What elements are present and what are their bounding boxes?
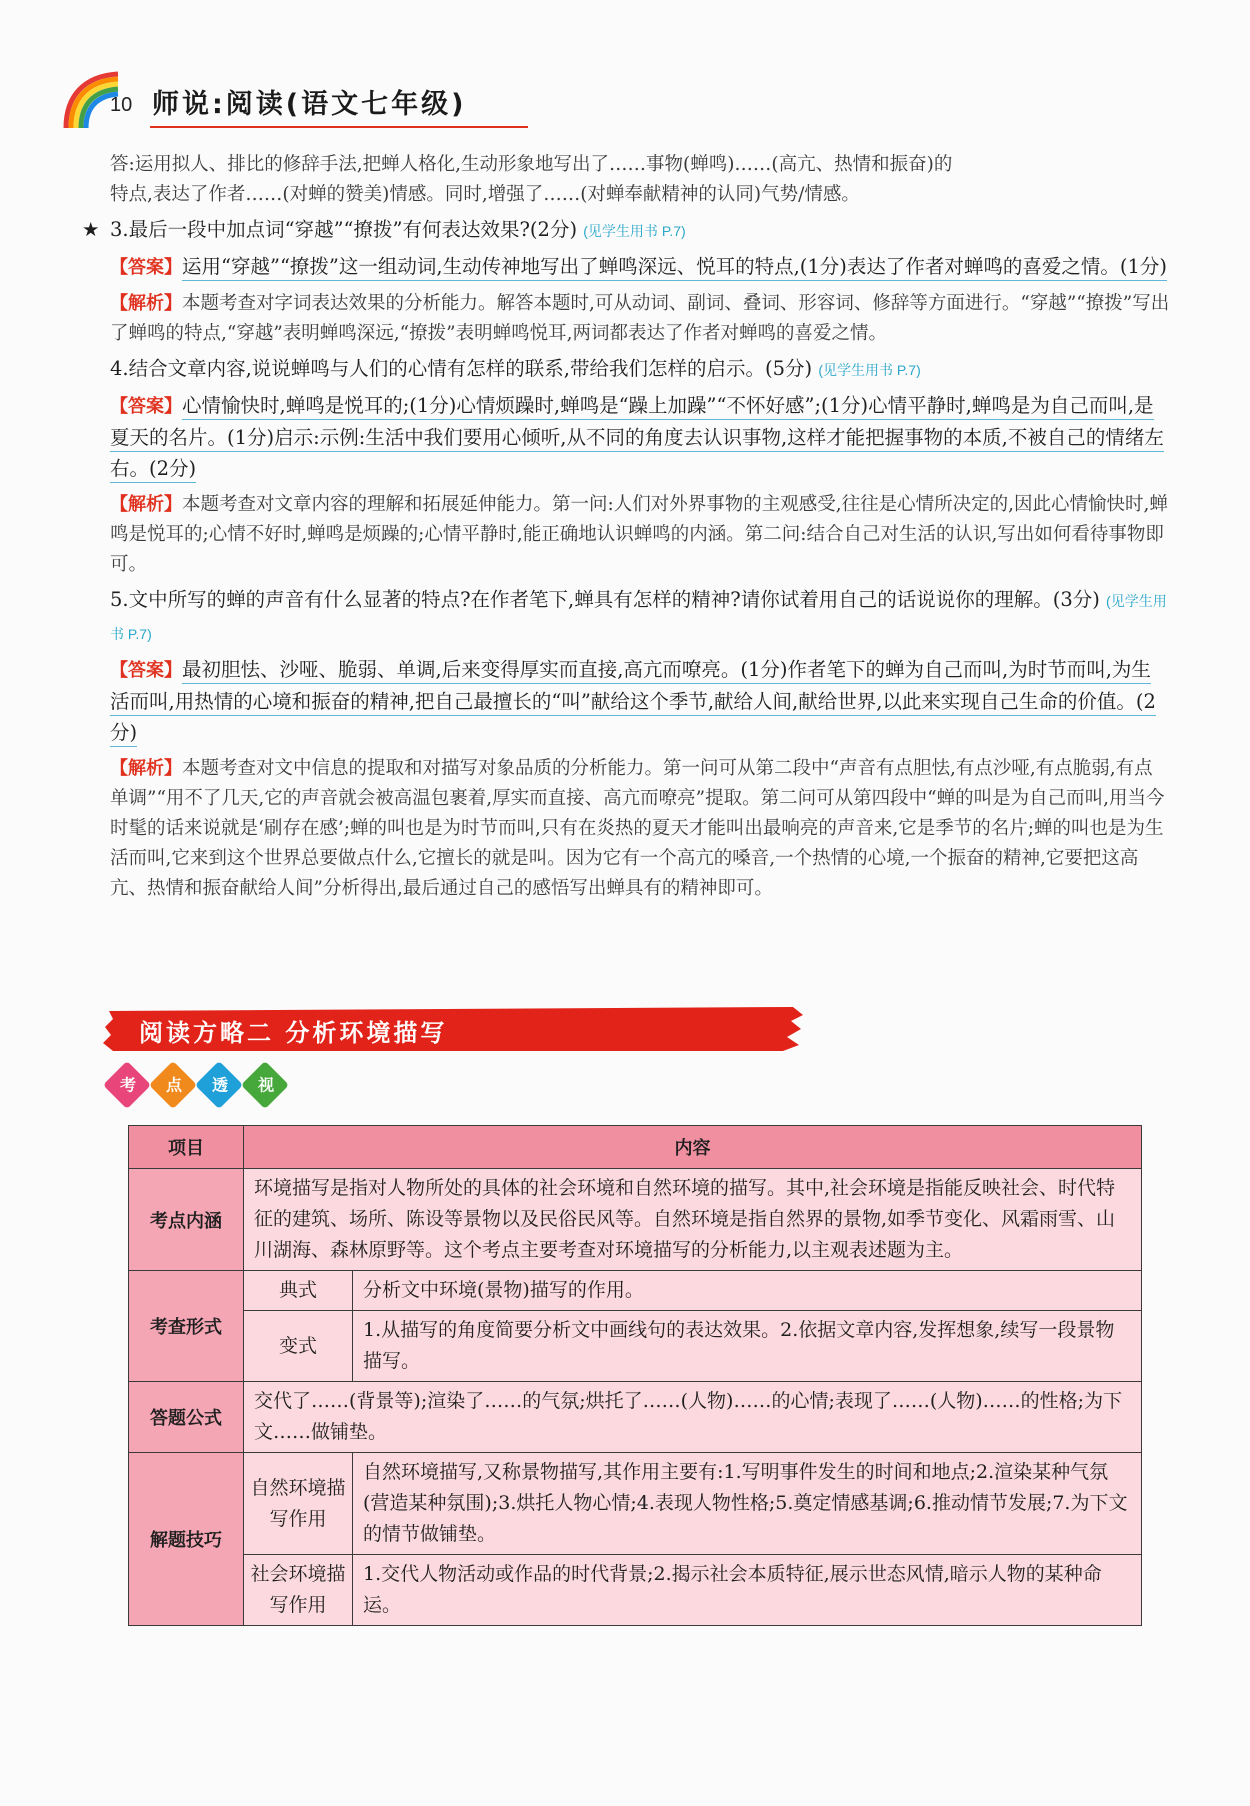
table-header-item: 项目 (129, 1126, 244, 1169)
badge-tou: 透 (195, 1061, 243, 1109)
table-header-row (129, 1126, 1142, 1169)
row-label: 考点内涵 (129, 1169, 244, 1271)
badge-kao: 考 (103, 1061, 151, 1109)
question-5-ref: (见学生用书 P.7) (110, 593, 1167, 642)
exam-point-table (128, 1125, 1142, 1626)
badge-shi: 视 (241, 1061, 289, 1109)
analysis-tag: 【解析】 (110, 758, 182, 779)
main-content (82, 150, 1170, 904)
page-number: 10 (110, 94, 133, 116)
row-label: 解题技巧 (129, 1453, 244, 1626)
table-row (129, 1453, 1142, 1555)
question-3 (82, 214, 1170, 247)
row-label: 答题公式 (129, 1382, 244, 1453)
sub-label: 社会环境描写作用 (244, 1555, 353, 1626)
question-5-answer (110, 654, 1170, 748)
question-5-text: 5.文中所写的蝉的声音有什么显著的特点?在作者笔下,蝉具有怎样的精神?请你试着用自己的话说说你的理解。(3分) (110, 588, 1100, 611)
question-5-answer-text: 最初胆怯、沙哑、脆弱、单调,后来变得厚实而直接,高亢而嘹亮。(1分)作者笔下的蝉为自己而叫,为时节而叫,为生活而叫,用热情的心境和振奋的精神,把自己最擅长的“叫”献给这个季节,献给人间,献给世界,以此来实现自己生命的价值。(2分) (110, 658, 1156, 747)
q2-answer-line-1: 答:运用拟人、排比的修辞手法,把蝉人格化,生动形象地写出了……事物(蝉鸣)……(高亢、热情和振奋)的 (110, 154, 953, 175)
analysis-tag: 【解析】 (110, 293, 182, 314)
table-row (129, 1382, 1142, 1453)
badge-dian: 点 (149, 1061, 197, 1109)
question-5-analysis (110, 754, 1170, 904)
table-row (129, 1169, 1142, 1271)
question-4-text: 4.结合文章内容,说说蝉鸣与人们的心情有怎样的联系,带给我们怎样的启示。(5分) (110, 357, 813, 380)
q2-answer-line-2: 特点,表达了作者……(对蝉的赞美)情感。同时,增强了……(对蝉奉献精神的认同)气势/情感。 (110, 184, 860, 205)
answer-tag: 【答案】 (110, 396, 182, 417)
row-label: 考查形式 (129, 1271, 244, 1382)
table-row (129, 1271, 1142, 1311)
sub-label: 自然环境描写作用 (244, 1453, 353, 1555)
question-5 (110, 584, 1170, 650)
question-3-answer (110, 251, 1170, 283)
sub-label: 典式 (244, 1271, 353, 1311)
table-row (129, 1555, 1142, 1626)
sub-label: 变式 (244, 1311, 353, 1382)
page-header (62, 68, 482, 130)
row-content: 环境描写是指对人物所处的具体的社会环境和自然环境的描写。其中,社会环境是指能反映社会、时代特征的建筑、场所、陈设等景物以及民俗民风等。自然环境是指自然界的景物,如季节变化、风霜雨雪、山川湖海、森林原野等。这个考点主要考查对环境描写的分析能力,以主观表述题为主。 (244, 1169, 1142, 1271)
question-5-analysis-text: 本题考查对文中信息的提取和对描写对象品质的分析能力。第一问可从第二段中“声音有点胆怯,有点沙哑,有点脆弱,有点单调”“用不了几天,它的声音就会被高温包裹着,厚实而直接、高亢而嘹亮”提取。第二问可从第四段中“蝉的叫是为自己而叫,用当今时髦的话来说就是‘刷存在感’;蝉的叫也是为时节而叫,只有在炎热的夏天才能叫出最响亮的声音来,它是季节的名片;蝉的叫也是为生活而叫,它来到这个世界总要做点什么,它擅长的就是叫。因为它有一个高亢的嗓音,一个热情的心境,一个振奋的精神,它要把这高亢、热情和振奋献给人间”分析得出,最后通过自己的感悟写出蝉具有的精神即可。 (110, 758, 1165, 899)
row-content: 自然环境描写,又称景物描写,其作用主要有:1.写明事件发生的时间和地点;2.渲染某种气氛(营造某种氛围);3.烘托人物心情;4.表现人物性格;5.奠定情感基调;6.推动情节发展;7.为下文的情节做铺垫。 (353, 1453, 1142, 1555)
question-4-answer-text: 心情愉快时,蝉鸣是悦耳的;(1分)心情烦躁时,蝉鸣是“躁上加躁”“不怀好感”;(1分)心情平静时,蝉鸣是为自己而叫,是夏天的名片。(1分)启示:示例:生活中我们要用心倾听,从不同的角度去认识事物,这样才能把握事物的本质,不被自己的情绪左右。(2分) (110, 394, 1164, 483)
section-title: 阅读方略二 分析环境描写 (139, 1019, 448, 1047)
question-3-analysis-text: 本题考查对字词表达效果的分析能力。解答本题时,可从动词、副词、叠词、形容词、修辞等方面进行。“穿越”“撩拨”写出了蝉鸣的特点,“穿越”表明蝉鸣深远,“撩拨”表明蝉鸣悦耳,两词都表达了作者对蝉鸣的喜爱之情。 (110, 293, 1170, 344)
row-content: 1.交代人物活动或作品的时代背景;2.揭示社会本质特征,展示世态风情,暗示人物的某种命运。 (353, 1555, 1142, 1626)
question-4-ref: (见学生用书 P.7) (818, 362, 921, 378)
question-4-analysis (110, 490, 1170, 580)
table-header-content: 内容 (244, 1126, 1142, 1169)
question-3-text: 3.最后一段中加点词“穿越”“撩拨”有何表达效果?(2分) (110, 218, 578, 241)
question-3-answer-text: 运用“穿越”“撩拨”这一组动词,生动传神地写出了蝉鸣深远、悦耳的特点,(1分)表达了作者对蝉鸣的喜爱之情。(1分) (182, 255, 1167, 281)
row-content: 分析文中环境(景物)描写的作用。 (353, 1271, 1142, 1311)
answer-tag: 【答案】 (110, 257, 182, 278)
star-icon: ★ (82, 218, 100, 241)
answer-tag: 【答案】 (110, 660, 182, 681)
question-3-ref: (见学生用书 P.7) (583, 223, 686, 239)
table-row (129, 1311, 1142, 1382)
badge-row (104, 1068, 304, 1108)
header-divider (150, 126, 528, 128)
analysis-tag: 【解析】 (110, 494, 182, 515)
question-4-analysis-text: 本题考查对文章内容的理解和拓展延伸能力。第一问:人们对外界事物的主观感受,往往是心情所决定的,因此心情愉快时,蝉鸣是悦耳的;心情不好时,蝉鸣是烦躁的;心情平静时,能正确地认识蝉鸣的内涵。第二问:结合自己对生活的认识,写出如何看待事物即可。 (110, 494, 1168, 575)
question-3-analysis (110, 289, 1170, 349)
section-banner (103, 1005, 803, 1053)
question-4-answer (110, 390, 1170, 484)
row-content: 交代了……(背景等);渲染了……的气氛;烘托了……(人物)……的心情;表现了……(人物)……的性格;为下文……做铺垫。 (244, 1382, 1142, 1453)
book-title: 师说:阅读(语文七年级) (152, 89, 467, 120)
question-4 (110, 353, 1170, 386)
row-content: 1.从描写的角度简要分析文中画线句的表达效果。2.依据文章内容,发挥想象,续写一段景物描写。 (353, 1311, 1142, 1382)
